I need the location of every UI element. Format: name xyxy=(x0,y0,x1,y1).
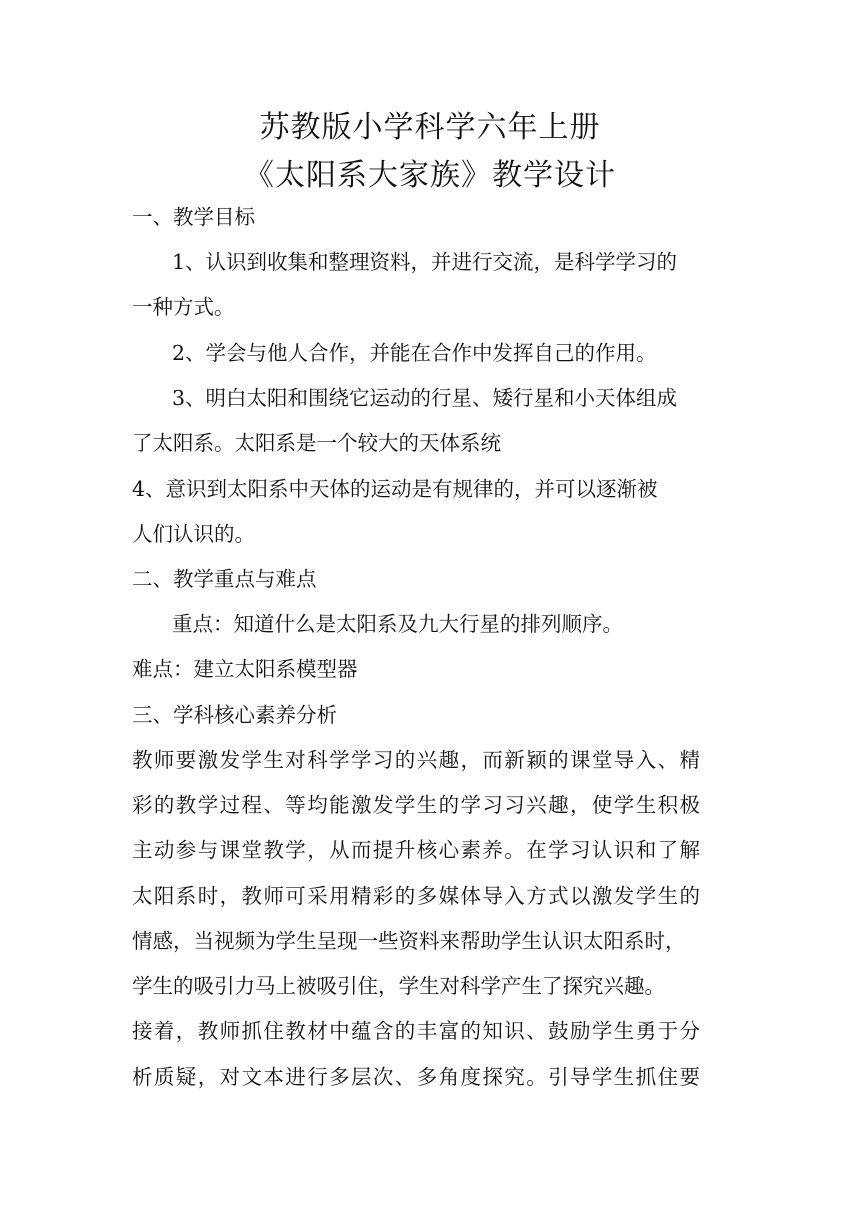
paragraph-line: 接着，教师抓住教材中蕴含的丰富的知识、鼓励学生勇于分 xyxy=(132,1019,702,1043)
section-heading-teaching-goals: 一、教学目标 xyxy=(132,205,255,229)
document-title-line-1: 苏教版小学科学六年上册 xyxy=(259,110,601,145)
paragraph-line: 3、明白太阳和围绕它运动的行星、矮行星和小天体组成 xyxy=(172,386,678,410)
section-heading-key-points: 二、教学重点与难点 xyxy=(132,567,317,591)
paragraph-line: 难点：建立太阳系模型器 xyxy=(132,657,358,681)
paragraph-line: 主动参与课堂教学，从而提升核心素养。在学习认识和了解 xyxy=(132,838,702,862)
paragraph-line: 了太阳系。太阳系是一个较大的天体系统 xyxy=(132,431,501,455)
paragraph-line: 人们认识的。 xyxy=(132,522,255,546)
paragraph-line: 重点：知道什么是太阳系及九大行星的排列顺序。 xyxy=(172,612,623,636)
paragraph-line: 太阳系时，教师可采用精彩的多媒体导入方式以激发学生的 xyxy=(132,884,702,908)
paragraph-line: 析质疑，对文本进行多层次、多角度探究。引导学生抓住要 xyxy=(132,1065,702,1089)
paragraph-line: 一种方式。 xyxy=(132,295,235,319)
section-heading-core-literacy: 三、学科核心素养分析 xyxy=(132,703,337,727)
paragraph-line: 彩的教学过程、等均能激发学生的学习习兴趣，使学生积极 xyxy=(132,793,702,817)
paragraph-line: 教师要激发学生对科学学习的兴趣，而新颖的课堂导入、精 xyxy=(132,748,702,772)
document-title-line-2: 《太阳系大家族》教学设计 xyxy=(244,158,616,193)
paragraph-line: 情感，当视频为学生呈现一些资料来帮助学生认识太阳系时， xyxy=(132,929,686,953)
paragraph-line: 4、意识到太阳系中天体的运动是有规律的，并可以逐渐被 xyxy=(132,477,658,501)
paragraph-line: 1、认识到收集和整理资料，并进行交流，是科学学习的 xyxy=(172,250,678,274)
paragraph-line: 2、学会与他人合作，并能在合作中发挥自己的作用。 xyxy=(172,341,657,365)
paragraph-line: 学生的吸引力马上被吸引住，学生对科学产生了探究兴趣。 xyxy=(132,974,665,998)
